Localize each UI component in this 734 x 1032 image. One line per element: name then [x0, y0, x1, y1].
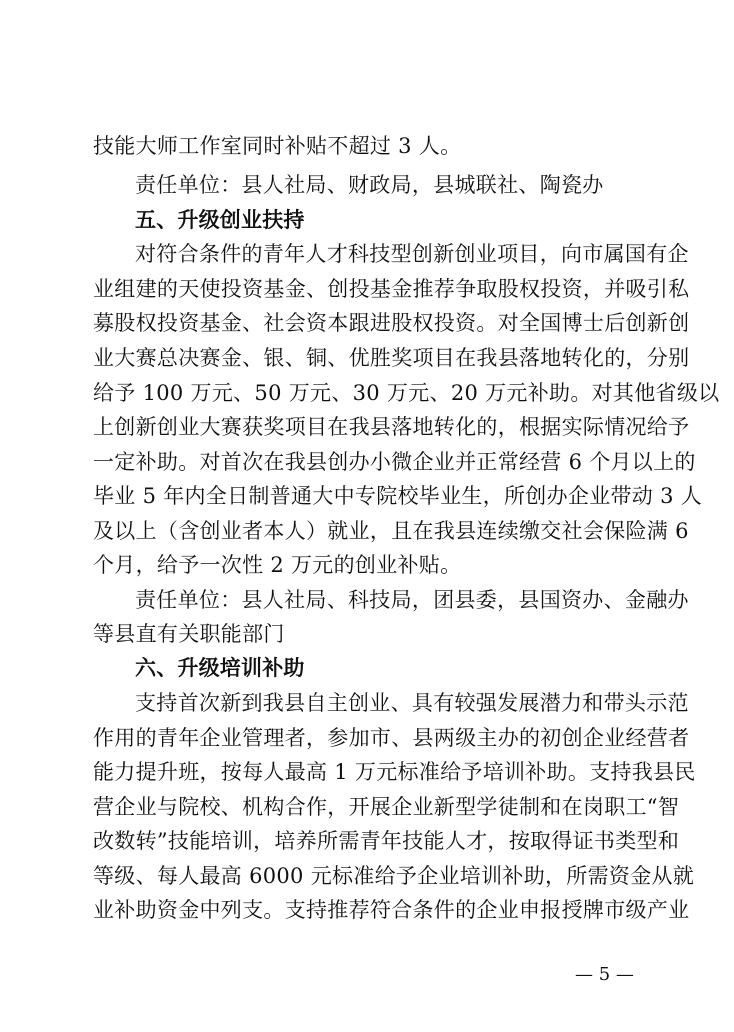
paragraph-line: 募股权投资基金、社会资本跟进股权投资。对全国博士后创新创 [93, 311, 690, 335]
paragraph-line: 及以上（含创业者本人）就业，且在我县连续缴交社会保险满 6 [93, 519, 689, 543]
paragraph-line: 业大赛总决赛金、银、铜、优胜奖项目在我县落地转化的，分别 [93, 346, 690, 370]
responsible-units-line: 责任单位：县人社局、科技局，团县委，县国资办、金融办 [135, 588, 689, 612]
paragraph-line: 支持首次新到我县自主创业、具有较强发展潜力和带头示范 [135, 691, 689, 715]
paragraph-line: 一定补助。对首次在我县创办小微企业并正常经营 6 个月以上的 [93, 450, 696, 474]
paragraph-line: 业补助资金中列支。支持推荐符合条件的企业申报授牌市级产业 [93, 898, 690, 922]
paragraph-line: 等级、每人最高 6000 元标准给予企业培训补助，所需资金从就 [93, 864, 695, 888]
section-heading-5: 五、升级创业扶持 [135, 208, 305, 232]
responsible-units-line: 等县直有关职能部门 [93, 622, 285, 646]
paragraph-line: 对符合条件的青年人才科技型创新创业项目，向市属国有企 [135, 242, 689, 266]
paragraph-line: 上创新创业大赛获奖项目在我县落地转化的，根据实际情况给予 [93, 415, 690, 439]
paragraph-line: 业组建的天使投资基金、创投基金推荐争取股权投资，并吸引私 [93, 277, 690, 301]
responsible-units-line: 责任单位：县人社局、财政局，县城联社、陶瓷办 [135, 173, 604, 197]
paragraph-line: 能力提升班，按每人最高 1 万元标准给予培训补助。支持我县民 [93, 760, 696, 784]
paragraph-line: 给予 100 万元、50 万元、30 万元、20 万元补助。对其他省级以 [93, 381, 720, 405]
paragraph-line: 改数转”技能培训，培养所需青年技能人才，按取得证书类型和 [93, 829, 680, 853]
paragraph-line: 个月，给予一次性 2 万元的创业补贴。 [93, 553, 462, 577]
paragraph-line: 毕业 5 年内全日制普通大中专院校毕业生，所创办企业带动 3 人 [93, 484, 703, 508]
section-heading-6: 六、升级培训补助 [135, 656, 305, 680]
paragraph-line: 营企业与院校、机构合作，开展企业新型学徒制和在岗职工“智 [93, 795, 680, 819]
page-number: — 5 — [575, 964, 634, 985]
paragraph-line: 技能大师工作室同时补贴不超过 3 人。 [93, 134, 462, 158]
paragraph-line: 作用的青年企业管理者，参加市、县两级主办的初创企业经营者 [93, 726, 690, 750]
